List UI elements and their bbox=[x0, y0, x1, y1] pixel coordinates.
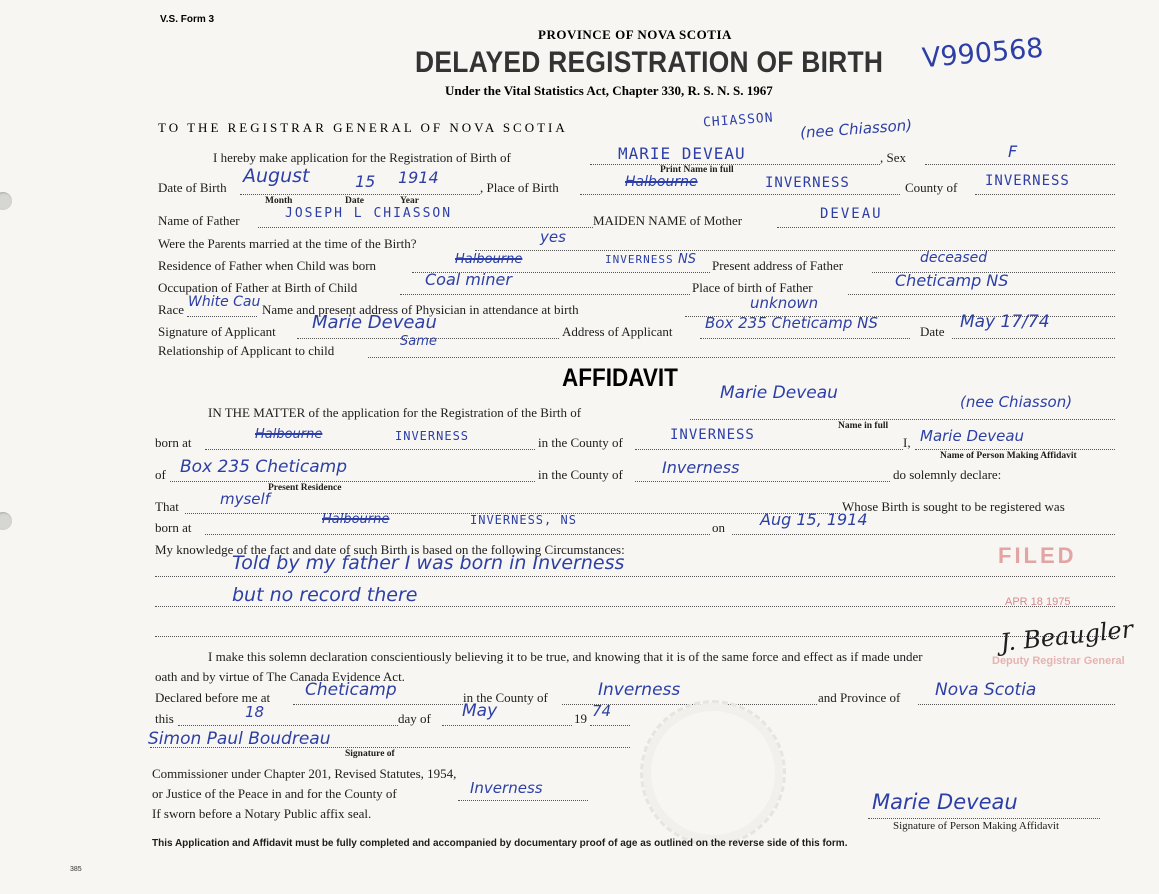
value-affidavit-nee: (nee Chiasson) bbox=[960, 393, 1073, 411]
value-born-at: INVERNESS bbox=[395, 429, 470, 443]
label-that: That bbox=[155, 499, 179, 514]
value-affidavit-county: INVERNESS bbox=[670, 427, 755, 443]
label-i: I, bbox=[903, 435, 911, 450]
label-physician: Name and present address of Physician in attendance at birth bbox=[262, 302, 579, 317]
value-residence-struck: Halbourne bbox=[455, 252, 523, 267]
label-on: on bbox=[712, 520, 725, 535]
label-signature-applicant: Signature of Applicant bbox=[158, 324, 276, 339]
label-19: 19 bbox=[574, 711, 587, 726]
filed-date: APR 18 1975 bbox=[1005, 596, 1071, 608]
value-born-struck: Halbourne bbox=[255, 427, 323, 442]
label-father: Name of Father bbox=[158, 213, 240, 228]
punch-hole bbox=[0, 512, 12, 530]
value-present-father: deceased bbox=[920, 250, 988, 266]
label-county: County of bbox=[905, 180, 958, 195]
registration-number: V990568 bbox=[920, 32, 1045, 75]
hint-person-making: Name of Person Making Affidavit bbox=[940, 451, 1077, 461]
value-pob-struck: Halbourne bbox=[625, 174, 698, 190]
value-month: May bbox=[462, 701, 498, 721]
value-place-of-birth: INVERNESS bbox=[765, 175, 850, 191]
value-sex: F bbox=[1008, 142, 1018, 161]
label-solemn-2: oath and by virtue of The Canada Evidence Act. bbox=[155, 669, 405, 684]
embossed-seal bbox=[640, 700, 786, 846]
label-commissioner: Commissioner under Chapter 201, Revised Statutes, 1954, bbox=[152, 766, 457, 781]
hint-present-residence: Present Residence bbox=[268, 483, 342, 493]
label-signature-person: Signature of Person Making Affidavit bbox=[893, 820, 1059, 832]
value-affidavit-name: Marie Deveau bbox=[720, 383, 838, 403]
form-subtitle: Under the Vital Statistics Act, Chapter 330, R. S. N. S. 1967 bbox=[445, 83, 773, 98]
value-physician: unknown bbox=[750, 294, 819, 312]
label-pob-father: Place of birth of Father bbox=[692, 280, 813, 295]
label-date: Date bbox=[920, 324, 945, 339]
value-year: 74 bbox=[592, 702, 612, 720]
value-occupation: Coal miner bbox=[425, 270, 512, 289]
label-race: Race bbox=[158, 302, 184, 317]
label-address-applicant: Address of Applicant bbox=[562, 324, 673, 339]
value-married: yes bbox=[540, 228, 566, 246]
value-that: myself bbox=[220, 490, 270, 508]
value-race: White Cau bbox=[188, 294, 261, 310]
label-solemn-1: I make this solemn declaration conscientiously believing it to be true, and knowing that it is of the same force and effect as if made under bbox=[208, 649, 923, 664]
value-birth-day: 15 bbox=[355, 172, 376, 191]
form-code: 385 bbox=[70, 866, 82, 873]
label-day-of: day of bbox=[398, 711, 431, 726]
value-residence-ns: NS bbox=[678, 252, 696, 267]
value-child-name: MARIE DEVEAU bbox=[618, 144, 746, 163]
value-nee: (nee Chiasson) bbox=[799, 116, 913, 142]
value-justice-county: Inverness bbox=[470, 779, 543, 797]
label-relationship: Relationship of Applicant to child bbox=[158, 343, 335, 358]
label-place-of-birth: , Place of Birth bbox=[480, 180, 559, 195]
label-residence-father: Residence of Father when Child was born bbox=[158, 258, 377, 273]
label-married: Were the Parents married at the time of the Birth? bbox=[158, 236, 417, 251]
value-this-day: 18 bbox=[245, 703, 265, 721]
label-solemnly: do solemnly declare: bbox=[893, 467, 1002, 482]
value-circumstances-1: Told by my father I was born in Inverness bbox=[232, 552, 625, 574]
value-person-signature: Marie Deveau bbox=[872, 790, 1018, 814]
value-province: Nova Scotia bbox=[935, 680, 1037, 700]
value-relationship: Same bbox=[400, 334, 437, 349]
label-notary: If sworn before a Notary Public affix seal. bbox=[152, 806, 372, 821]
hint-print-name: Print Name in full bbox=[660, 165, 734, 175]
label-apply: I hereby make application for the Registration of Birth of bbox=[213, 150, 511, 165]
affidavit-heading: AFFIDAVIT bbox=[562, 364, 678, 392]
label-in-county: in the County of bbox=[538, 435, 623, 450]
value-declared-at: Cheticamp bbox=[305, 680, 397, 700]
form-number: V.S. Form 3 bbox=[160, 14, 215, 25]
label-knowledge: My knowledge of the fact and date of such Birth is based on the following Circumstances: bbox=[155, 542, 625, 557]
value-address-applicant: Box 235 Cheticamp NS bbox=[705, 314, 878, 332]
label-justice: or Justice of the Peace in and for the County of bbox=[152, 786, 397, 801]
label-maiden-name: MAIDEN NAME of Mother bbox=[593, 213, 743, 228]
value-residence: INVERNESS bbox=[605, 253, 674, 266]
label-occupation: Occupation of Father at Birth of Child bbox=[158, 280, 358, 295]
province-heading: PROVINCE OF NOVA SCOTIA bbox=[538, 27, 732, 42]
label-of: of bbox=[155, 467, 166, 482]
hint-name-full: Name in full bbox=[838, 421, 889, 431]
value-birth-month: August bbox=[243, 165, 310, 187]
value-birth-year: 1914 bbox=[398, 168, 439, 187]
label-in-county-2: in the County of bbox=[538, 467, 623, 482]
label-present-father: Present address of Father bbox=[712, 258, 844, 273]
to-registrar: TO THE REGISTRAR GENERAL OF NOVA SCOTIA bbox=[158, 120, 568, 135]
label-this: this bbox=[155, 711, 174, 726]
label-born-at-2: born at bbox=[155, 520, 192, 535]
value-circumstances-2: but no record there bbox=[232, 584, 418, 606]
hint-date: Date bbox=[345, 196, 364, 206]
value-declared-county: Inverness bbox=[598, 680, 681, 700]
value-mother: DEVEAU bbox=[820, 206, 883, 222]
registrar-title: Deputy Registrar General bbox=[992, 655, 1125, 667]
value-on-date: Aug 15, 1914 bbox=[760, 510, 868, 529]
footer-note: This Application and Affidavit must be fully completed and accompanied by documentary proof of age as outlined on the reverse side of this form. bbox=[152, 838, 848, 849]
value-res-county: Inverness bbox=[662, 458, 740, 477]
surname-annotation: CHIASSON bbox=[702, 110, 775, 131]
hint-signature-of: Signature of bbox=[345, 749, 395, 759]
value-date: May 17/74 bbox=[960, 312, 1050, 332]
label-declared: Declared before me at bbox=[155, 690, 271, 705]
label-dob: Date of Birth bbox=[158, 180, 227, 195]
value-pob-father: Cheticamp NS bbox=[895, 271, 1009, 290]
label-province: and Province of bbox=[818, 690, 901, 705]
value-person: Marie Deveau bbox=[920, 427, 1025, 445]
punch-hole bbox=[0, 192, 12, 210]
value-born-at-2: INVERNESS, NS bbox=[470, 513, 577, 527]
label-whose-birth: Whose Birth is sought to be registered was bbox=[842, 499, 1065, 514]
filed-stamp: FILED bbox=[998, 543, 1077, 568]
label-matter: IN THE MATTER of the application for the Registration of the Birth of bbox=[208, 405, 582, 420]
label-born-at: born at bbox=[155, 435, 192, 450]
value-born2-struck: Halbourne bbox=[322, 512, 390, 527]
value-county: INVERNESS bbox=[985, 173, 1070, 189]
hint-year: Year bbox=[400, 196, 419, 206]
registrar-signature: J. Beaugler bbox=[998, 615, 1135, 657]
value-residence-affidavit: Box 235 Cheticamp bbox=[180, 457, 347, 477]
value-father: JOSEPH L CHIASSON bbox=[285, 206, 453, 221]
form-title: DELAYED REGISTRATION OF BIRTH bbox=[415, 46, 884, 79]
value-signature-applicant: Marie Deveau bbox=[312, 312, 437, 333]
label-in-county-3: in the County of bbox=[463, 690, 548, 705]
hint-month: Month bbox=[265, 196, 293, 206]
label-sex: , Sex bbox=[880, 150, 906, 165]
value-commissioner-signature: Simon Paul Boudreau bbox=[148, 729, 331, 749]
